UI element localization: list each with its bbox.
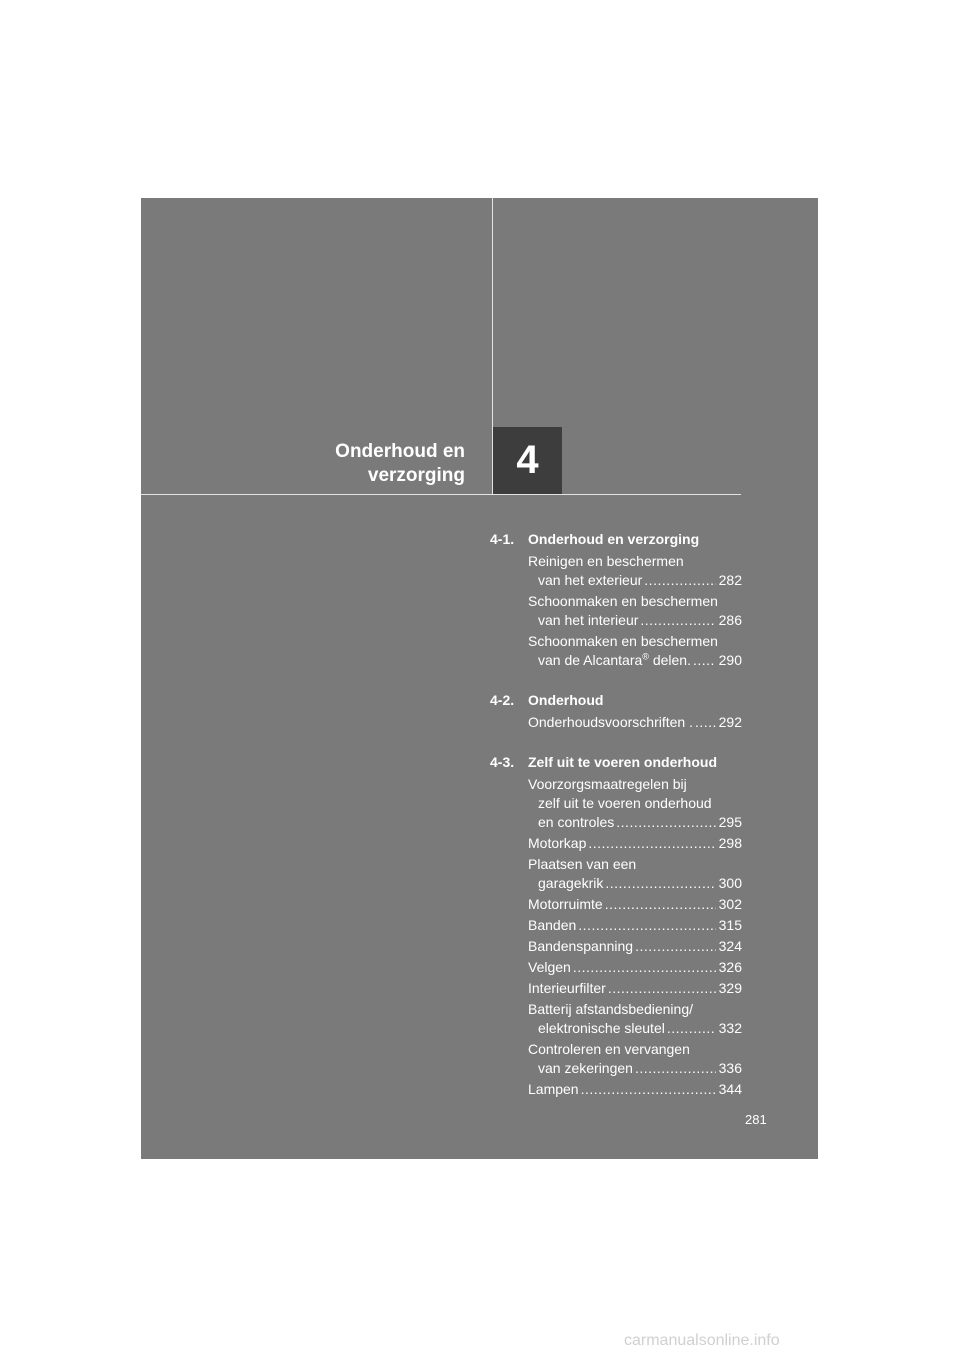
page-number: 281	[745, 1112, 767, 1127]
toc-section-heading[interactable]	[490, 753, 742, 773]
toc-entry[interactable]	[528, 895, 742, 914]
toc-entry-last-line	[528, 958, 742, 977]
toc-entry-text: van de Alcantara® delen.	[538, 651, 691, 668]
toc-section-heading[interactable]	[490, 691, 742, 711]
toc-entry-line: Plaatsen van een	[528, 856, 637, 872]
toc-entry[interactable]	[528, 979, 742, 998]
toc-entry-line: Controleren en vervangen	[528, 1041, 690, 1057]
toc-entry[interactable]	[528, 916, 742, 935]
chapter-title-line1: Onderhoud en	[335, 441, 465, 462]
toc-entry[interactable]	[528, 632, 742, 670]
toc-entry-page: 336	[718, 1060, 742, 1076]
toc-entry-last-line	[528, 916, 742, 935]
toc-entry[interactable]	[528, 713, 742, 732]
toc-entry-text: Bandenspanning	[528, 938, 634, 954]
dot-leader	[616, 813, 715, 832]
toc-entry[interactable]	[528, 1000, 742, 1038]
toc-entry-last-line	[528, 813, 742, 832]
dot-leader	[573, 958, 716, 977]
toc-entry-line: Batterij afstandsbediening/	[528, 1001, 693, 1017]
toc-entry-text: van zekeringen	[538, 1060, 633, 1076]
toc-entry-page: 298	[718, 835, 742, 851]
toc-entry-last-line	[528, 937, 742, 956]
toc-entry-page: 344	[718, 1081, 742, 1097]
dot-leader	[635, 1059, 716, 1078]
toc-entry-page: 290	[718, 652, 742, 668]
horizontal-divider	[141, 494, 741, 495]
toc-entry[interactable]	[528, 958, 742, 977]
toc-entry-line: Schoonmaken en beschermen	[528, 633, 718, 649]
dot-leader	[644, 571, 715, 590]
toc-entry-page: 295	[718, 814, 742, 830]
chapter-number-box	[493, 427, 562, 494]
toc-entry[interactable]	[528, 1080, 742, 1099]
toc-entry[interactable]	[528, 775, 742, 832]
toc-entry-last-line	[528, 1080, 742, 1099]
toc-entry-text: Onderhoudsvoorschriften .	[528, 714, 693, 730]
toc-entry-text: van het interieur	[538, 612, 639, 628]
toc-entry-text: elektronische sleutel	[538, 1020, 665, 1036]
toc-entry[interactable]	[528, 552, 742, 590]
toc-entry-page: 326	[718, 959, 742, 975]
toc-entry-page: 324	[718, 938, 742, 954]
toc-entry-page: 292	[718, 714, 742, 730]
dot-leader	[640, 611, 715, 630]
toc-entry-last-line	[528, 895, 742, 914]
toc-entry-text: Banden	[528, 917, 577, 933]
chapter-number: 4	[516, 438, 539, 482]
toc-entry-line: zelf uit te voeren onderhoud	[538, 795, 712, 811]
toc-section-number: 4-3.	[490, 754, 515, 770]
toc-entry-line: Voorzorgsmaatregelen bij	[528, 776, 687, 792]
chapter-title	[335, 440, 465, 488]
toc-entry-text: van het exterieur	[538, 572, 643, 588]
toc-section-number: 4-1.	[490, 531, 515, 547]
toc-entry-page: 300	[718, 875, 742, 891]
toc-entry-text: Lampen	[528, 1081, 579, 1097]
toc-entry[interactable]	[528, 592, 742, 630]
dot-leader	[588, 834, 715, 853]
toc-entry-page: 315	[718, 917, 742, 933]
toc-entry-page: 286	[718, 612, 742, 628]
dot-leader	[635, 937, 716, 956]
toc-entry-last-line	[528, 979, 742, 998]
toc-entry-last-line	[528, 611, 742, 630]
toc-entry-page: 302	[718, 896, 742, 912]
dot-leader	[695, 713, 716, 732]
toc-entry-line: Reinigen en beschermen	[528, 553, 684, 569]
toc-entry-text: Velgen	[528, 959, 571, 975]
toc-entry-text: Motorkap	[528, 835, 587, 851]
toc-entry-text: Interieurfilter	[528, 980, 606, 996]
section-gap	[490, 732, 742, 753]
toc-entry-text: en controles	[538, 814, 615, 830]
toc-entry-last-line	[528, 1059, 742, 1078]
toc-entry[interactable]	[528, 855, 742, 893]
watermark: carmanualsonline.info	[624, 1332, 780, 1349]
toc-section-number: 4-2.	[490, 692, 515, 708]
toc-entry-last-line	[528, 834, 742, 853]
chapter-title-line2: verzorging	[367, 465, 465, 486]
toc-entry-last-line	[528, 571, 742, 590]
toc-section-title: Onderhoud en verzorging	[528, 531, 700, 547]
toc-entry[interactable]	[528, 834, 742, 853]
table-of-contents	[490, 530, 742, 1099]
toc-section-title: Zelf uit te voeren onderhoud	[528, 754, 718, 770]
dot-leader	[608, 979, 716, 998]
toc-entry-page: 282	[718, 572, 742, 588]
section-gap	[490, 670, 742, 691]
dot-leader	[578, 916, 715, 935]
dot-leader	[605, 874, 715, 893]
toc-section-title: Onderhoud	[528, 692, 604, 708]
toc-section-heading[interactable]	[490, 530, 742, 550]
toc-entry-last-line	[528, 651, 742, 670]
toc-entry-last-line	[528, 1019, 742, 1038]
toc-entry-last-line	[528, 874, 742, 893]
toc-entry-text: Motorruimte	[528, 896, 603, 912]
toc-entry[interactable]	[528, 1040, 742, 1078]
dot-leader	[581, 1080, 716, 1099]
toc-entry-page: 329	[718, 980, 742, 996]
toc-entry[interactable]	[528, 937, 742, 956]
toc-entry-text: garagekrik	[538, 875, 604, 891]
toc-entry-page: 332	[718, 1020, 742, 1036]
dot-leader	[693, 651, 716, 670]
dot-leader	[605, 895, 716, 914]
toc-entry-line: Schoonmaken en beschermen	[528, 593, 718, 609]
toc-entry-last-line	[528, 713, 742, 732]
dot-leader	[667, 1019, 716, 1038]
